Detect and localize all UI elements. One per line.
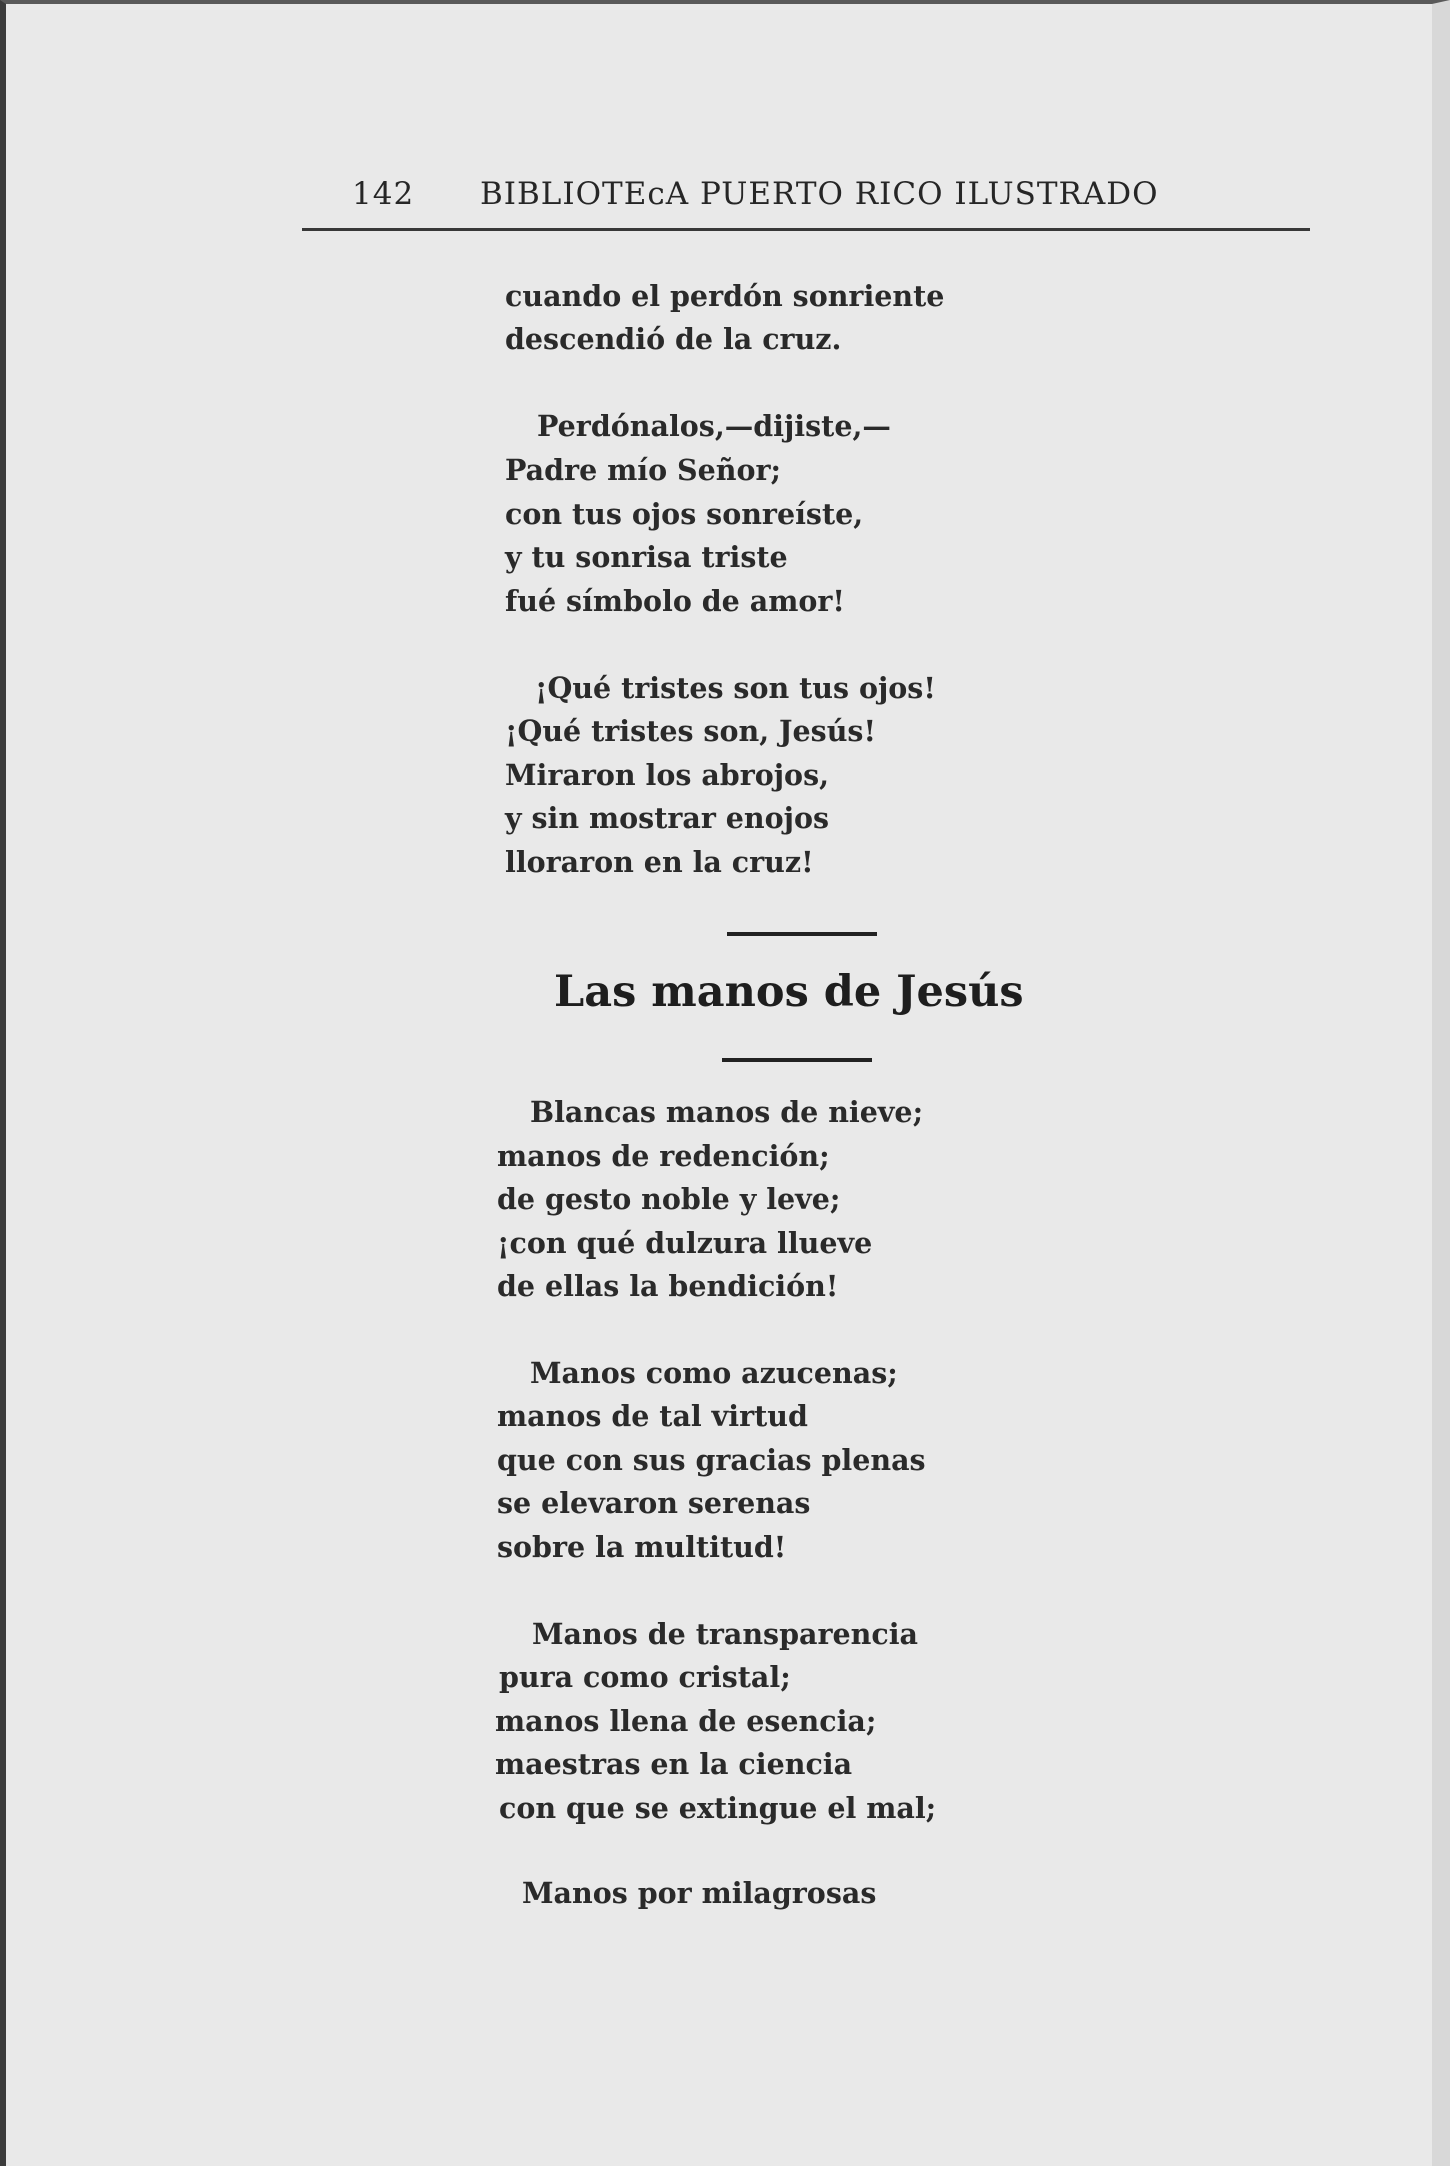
verse-line: y sin mostrar enojos [505,801,830,835]
ornament-rule-bottom [722,1058,872,1062]
verse-line: Miraron los abrojos, [505,758,830,792]
verse-line: manos de redención; [497,1139,830,1173]
verse-line: maestras en la ciencia [495,1747,853,1781]
verse-line: cuando el perdón sonriente [505,279,945,313]
verse-line: fué símbolo de amor! [505,584,845,618]
verse-line: lloraron en la cruz! [505,845,814,879]
page-number: 142 [352,176,415,212]
verse-line: Blancas manos de nieve; [530,1095,924,1129]
verse-line: Manos de transparencia [532,1617,919,1651]
verse-line: sobre la multitud! [497,1530,787,1564]
verse-line: se elevaron serenas [497,1486,811,1520]
verse-line: de gesto noble y leve; [497,1182,841,1216]
verse-line: ¡Qué tristes son tus ojos! [535,671,936,705]
header-rule [302,228,1310,231]
verse-line: manos llena de esencia; [495,1704,877,1738]
verse-line: Padre mío Señor; [505,453,782,487]
verse-line: con que se extingue el mal; [499,1791,937,1825]
verse-line: pura como cristal; [499,1660,791,1694]
verse-line: ¡Qué tristes son, Jesús! [505,714,876,748]
verse-line: Perdónalos,—dijiste,— [537,409,891,443]
verse-line: descendió de la cruz. [505,322,842,356]
verse-line: ¡con qué dulzura llueve [497,1226,873,1260]
poem-title: Las manos de Jesús [554,967,1024,1017]
running-header [352,176,1262,212]
verse-line: con tus ojos sonreíste, [505,497,864,531]
running-title: BIBLIOTEᴄA PUERTO RICO ILUSTRADO [480,176,1159,212]
verse-line: Manos como azucenas; [530,1356,898,1390]
verse-line: de ellas la bendición! [497,1269,839,1303]
verse-line: que con sus gracias plenas [497,1443,926,1477]
verse-line: Manos por milagrosas [522,1876,877,1910]
verse-line: manos de tal virtud [497,1399,808,1433]
ornament-rule-top [727,932,877,936]
verse-line: y tu sonrisa triste [505,540,788,574]
